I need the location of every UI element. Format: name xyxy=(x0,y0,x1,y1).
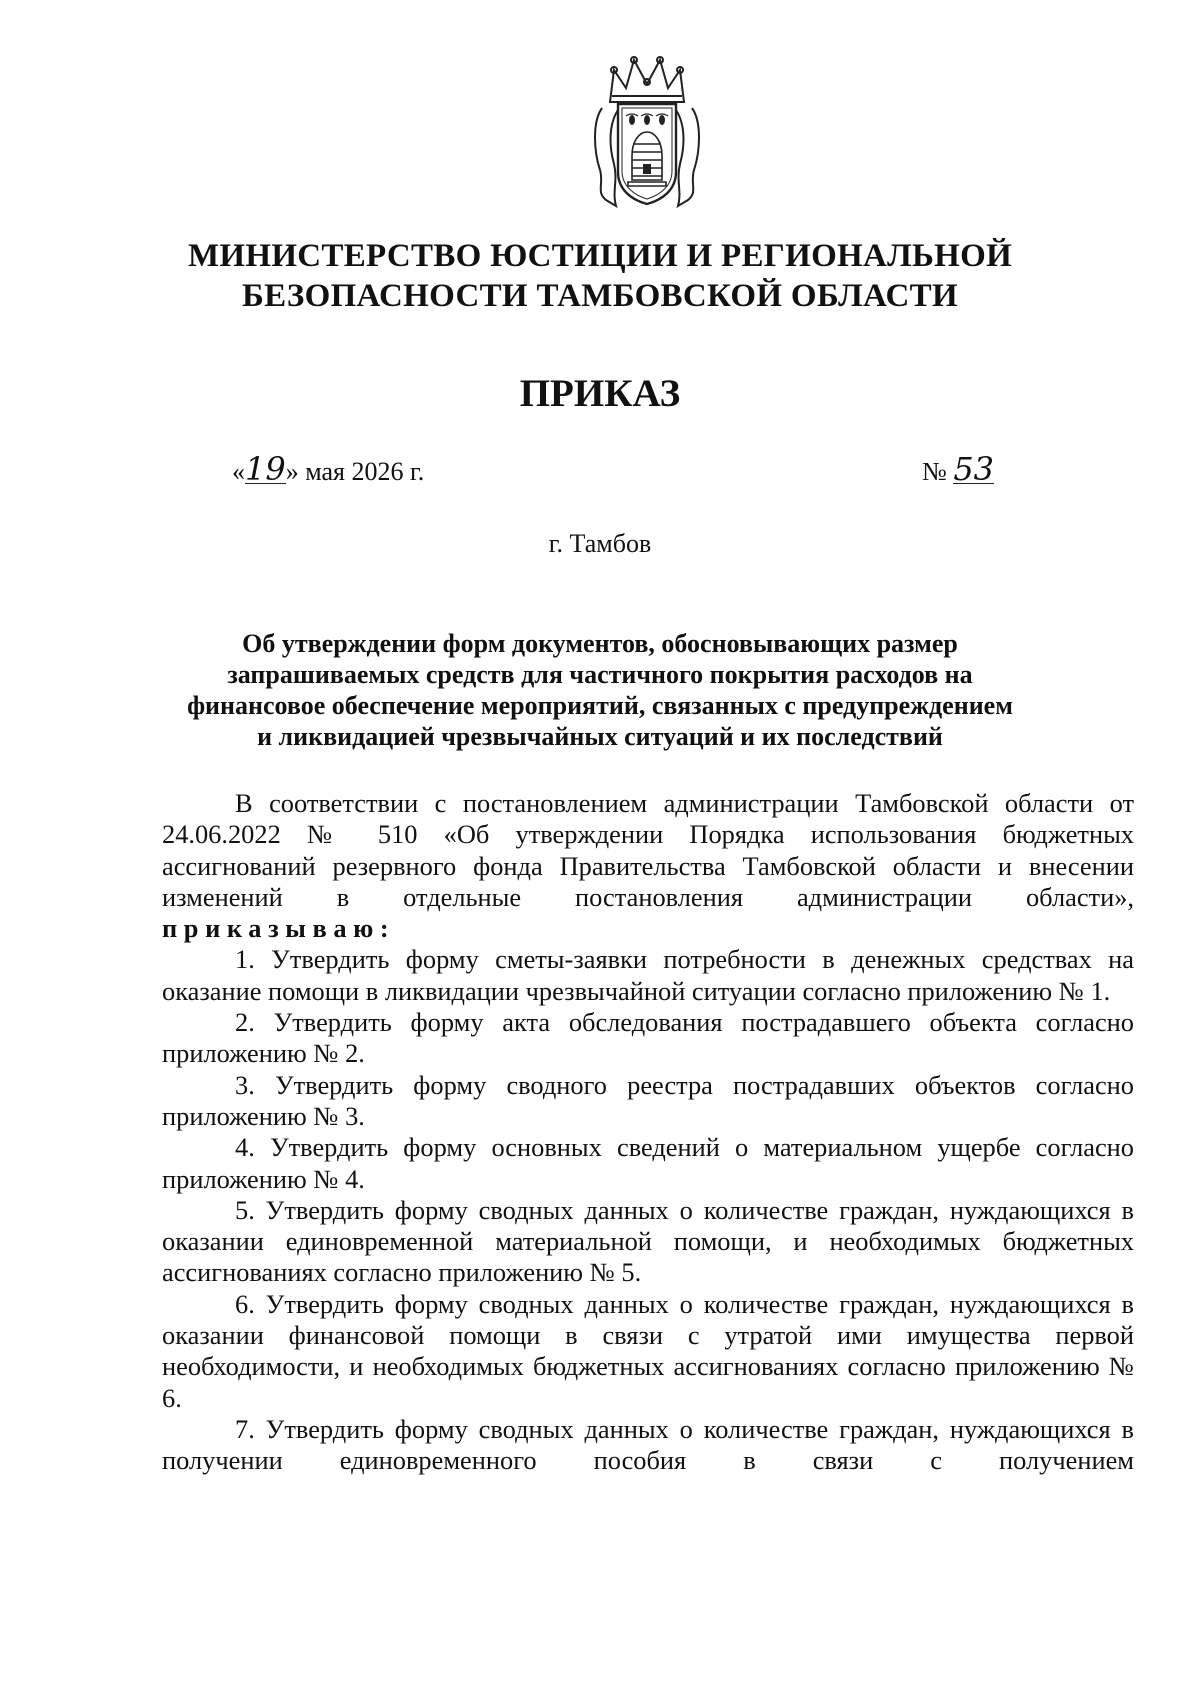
order-item-1: 1. Утвердить форму сметы-заявки потребности в денежных средствах на оказание помощи в ликвидации чрезвычайной ситуации согласно приложению № 1. xyxy=(162,944,1134,1006)
date-month-year: » мая 2026 г. xyxy=(285,457,425,486)
city: г. Тамбов xyxy=(548,529,652,558)
order-word: приказываю: xyxy=(162,913,396,944)
order-item-7: 7. Утвердить форму сводных данных о количестве граждан, нуждающихся в получении единовременного пособия в связи с получением xyxy=(162,1413,1134,1476)
organization-name-line2: БЕЗОПАСНОСТИ ТАМБОВСКОЙ ОБЛАСТИ xyxy=(242,278,958,314)
preamble-paragraph xyxy=(162,788,1134,944)
order-item-6: 6. Утвердить форму сводных данных о количестве граждан, нуждающихся в оказании финансовой помощи в связи с утратой ими имущества первой необходимости, и необходимых бюджетных ассигнованиях согласно приложению № 6. xyxy=(162,1288,1134,1413)
order-number xyxy=(922,450,995,488)
document-type-title: ПРИКАЗ xyxy=(519,372,681,415)
tambov-coat-of-arms-icon xyxy=(588,52,706,212)
organization-name-line1: МИНИСТЕРСТВО ЮСТИЦИИ И РЕГИОНАЛЬНОЙ xyxy=(187,238,1013,274)
order-body xyxy=(162,788,1134,1508)
order-item-2: 2. Утвердить форму акта обследования пострадавшего объекта согласно приложению № 2. xyxy=(162,1007,1134,1069)
subject-line2: запрашиваемых средств для частичного покрытия расходов на xyxy=(227,660,973,689)
number-value-handwritten: 53 xyxy=(953,450,995,488)
order-subject xyxy=(160,628,1040,752)
date-day-handwritten: 19 xyxy=(245,450,286,488)
order-item-3: 3. Утвердить форму сводного реестра пострадавших объектов согласно приложению № 3. xyxy=(162,1069,1134,1131)
subject-line1: Об утверждении форм документов, обосновывающих размер xyxy=(242,629,958,658)
organization-name xyxy=(0,236,1200,316)
order-item-4: 4. Утвердить форму основных сведений о материальном ущербе согласно приложению № 4. xyxy=(162,1132,1134,1194)
order-date xyxy=(232,450,425,488)
subject-line3: финансовое обеспечение мероприятий, связанных с предупреждением xyxy=(187,691,1013,720)
order-item-5: 5. Утвердить форму сводных данных о количестве граждан, нуждающихся в оказании единовременной материальной помощи, и необходимых бюджетных ассигнованиях согласно приложению № 5. xyxy=(162,1194,1134,1288)
subject-line4: и ликвидацией чрезвычайных ситуаций и их последствий xyxy=(257,722,943,751)
number-label: № xyxy=(922,457,947,486)
preamble-text: В соответствии с постановлением администрации Тамбовской области от 24.06.2022 № 510 «Об утверждении Порядка использования бюджетных ассигнований резервного фонда Правительства Тамбовской области и внесении изменений в отдельные постановления администрации области», xyxy=(162,788,1134,912)
date-open-quote: « xyxy=(232,457,245,486)
